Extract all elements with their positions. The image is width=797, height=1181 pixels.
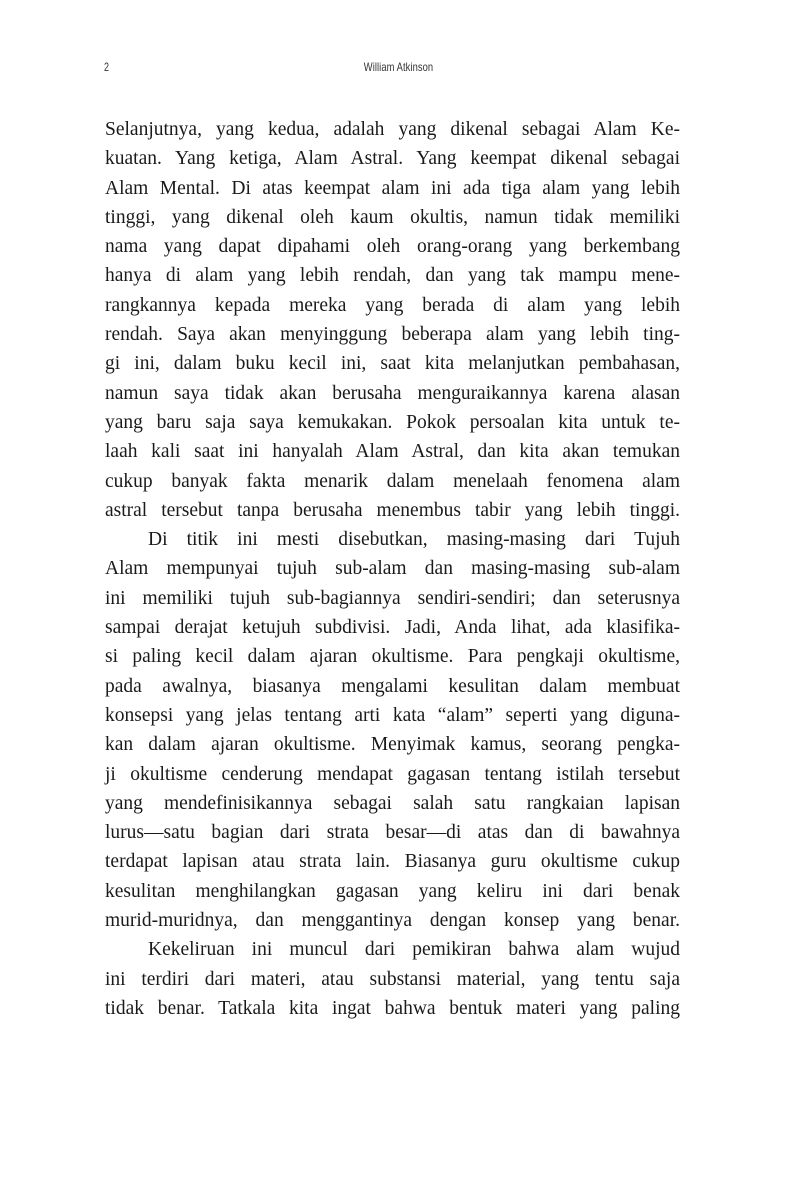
text-line-indented: Di titik ini mesti disebutkan, masing-masing dari Tujuh	[148, 529, 680, 551]
text-line: kan dalam ajaran okultisme. Menyimak kamus, seorang pengka-	[105, 734, 680, 756]
running-head-author: William Atkinson	[363, 60, 434, 74]
text-line: cukup banyak fakta menarik dalam menelaah fenomena alam	[105, 470, 680, 492]
paragraph-1	[105, 115, 680, 525]
text-line: nama yang dapat dipahami oleh orang-orang yang berkembang	[105, 236, 680, 258]
text-line: ini terdiri dari materi, atau substansi material, yang tentu saja	[105, 968, 680, 990]
text-line: yang mendefinisikannya sebagai salah satu rangkaian lapisan	[105, 792, 680, 814]
text-line-indented: Kekeliruan ini muncul dari pemikiran bahwa alam wujud	[148, 939, 680, 961]
text-line: astral tersebut tanpa berusaha menembus tabir yang lebih tinggi.	[105, 499, 680, 521]
text-line: murid-muridnya, dan menggantinya dengan konsep yang benar.	[105, 910, 680, 932]
text-line: konsepsi yang jelas tentang arti kata “alam” seperti yang diguna-	[105, 704, 680, 726]
text-line: laah kali saat ini hanyalah Alam Astral, dan kita akan temukan	[105, 441, 680, 463]
text-line: namun saya tidak akan berusaha menguraikannya karena alasan	[105, 382, 680, 404]
text-line: gi ini, dalam buku kecil ini, saat kita melanjutkan pembahasan,	[105, 353, 680, 375]
text-line: si paling kecil dalam ajaran okultisme. Para pengkaji okultisme,	[105, 646, 680, 668]
text-line: rendah. Saya akan menyinggung beberapa alam yang lebih ting-	[105, 324, 680, 346]
text-line: Alam mempunyai tujuh sub-alam dan masing-masing sub-alam	[105, 558, 680, 580]
paragraph-3	[105, 935, 680, 1023]
text-line: terdapat lapisan atau strata lain. Biasanya guru okultisme cukup	[105, 851, 680, 873]
text-line: ji okultisme cenderung mendapat gagasan tentang istilah tersebut	[105, 763, 680, 785]
text-line: kuatan. Yang ketiga, Alam Astral. Yang keempat dikenal sebagai	[105, 148, 680, 170]
body-text	[105, 115, 680, 1023]
text-line: tidak benar. Tatkala kita ingat bahwa bentuk materi yang paling	[105, 997, 680, 1019]
text-line: pada awalnya, biasanya mengalami kesulitan dalam membuat	[105, 675, 680, 697]
text-line: Alam Mental. Di atas keempat alam ini ada tiga alam yang lebih	[105, 177, 680, 199]
text-line: Selanjutnya, yang kedua, adalah yang dikenal sebagai Alam Ke-	[105, 119, 680, 140]
text-line: kesulitan menghilangkan gagasan yang keliru ini dari benak	[105, 880, 680, 902]
text-line: sampai derajat ketujuh subdivisi. Jadi, Anda lihat, ada klasifika-	[105, 617, 680, 639]
text-line: hanya di alam yang lebih rendah, dan yang tak mampu mene-	[105, 265, 680, 287]
text-line: rangkannya kepada mereka yang berada di alam yang lebih	[105, 294, 680, 316]
text-line: yang baru saja saya kemukakan. Pokok persoalan kita untuk te-	[105, 411, 680, 433]
text-line: lurus—satu bagian dari strata besar—di atas dan di bawahnya	[105, 822, 680, 844]
page-number: 2	[104, 60, 110, 74]
text-line: tinggi, yang dikenal oleh kaum okultis, namun tidak memiliki	[105, 206, 680, 228]
paragraph-2	[105, 525, 680, 935]
page-header	[0, 60, 797, 80]
text-line: ini memiliki tujuh sub-bagiannya sendiri-sendiri; dan seterusnya	[105, 587, 680, 609]
